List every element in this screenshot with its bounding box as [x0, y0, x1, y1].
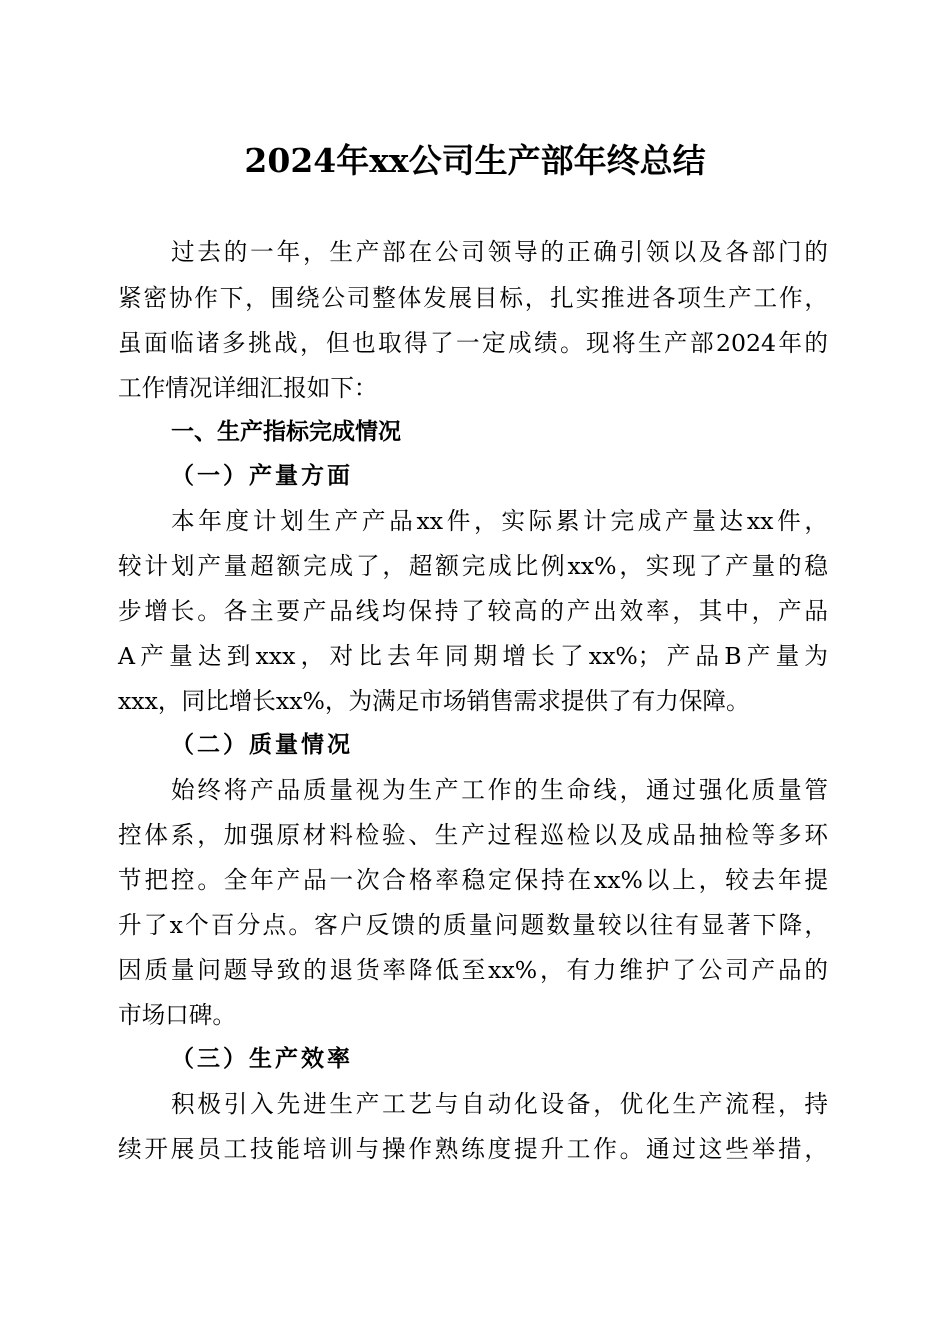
document-title: 2024年xx公司生产部年终总结: [244, 141, 706, 180]
intro-line-1: 过去的一年，生产部在公司领导的正确引领以及各部门的: [171, 238, 828, 266]
intro-line-2: 紧密协作下，围绕公司整体发展目标，扎实推进各项生产工作，: [118, 284, 828, 312]
sub2-line-4: 升了x个百分点。客户反馈的质量问题数量较以往有显著下降，: [118, 911, 828, 939]
sub1-line-3: 步增长。各主要产品线均保持了较高的产出效率，其中，产品: [118, 597, 828, 625]
subsection-2-heading: （二）质量情况: [171, 731, 353, 758]
sub1-line-1: 本年度计划生产产品xx件，实际累计完成产量达xx件，: [171, 507, 828, 535]
sub2-line-5: 因质量问题导致的退货率降低至xx%，有力维护了公司产品的: [118, 956, 828, 984]
intro-line-4: 工作情况详细汇报如下：: [118, 374, 378, 402]
sub3-line-2: 续开展员工技能培训与操作熟练度提升工作。通过这些举措，: [118, 1135, 828, 1163]
sub2-line-2: 控体系，加强原材料检验、生产过程巡检以及成品抽检等多环: [118, 821, 828, 849]
sub1-line-4: A产量达到xxx，对比去年同期增长了xx%；产品B产量为: [118, 642, 828, 670]
intro-line-3: 虽面临诸多挑战，但也取得了一定成绩。现将生产部2024年的: [118, 329, 828, 357]
sub3-line-1: 积极引入先进生产工艺与自动化设备，优化生产流程，持: [171, 1090, 828, 1118]
subsection-3-heading: （三）生产效率: [171, 1045, 353, 1072]
subsection-1-heading: （一）产量方面: [171, 462, 353, 489]
sub2-line-6: 市场口碑。: [118, 1001, 236, 1029]
sub1-line-5: xxx，同比增长xx%，为满足市场销售需求提供了有力保障。: [118, 687, 750, 715]
sub2-line-3: 节把控。全年产品一次合格率稳定保持在xx%以上，较去年提: [118, 866, 828, 894]
sub1-line-2: 较计划产量超额完成了，超额完成比例xx%，实现了产量的稳: [118, 552, 828, 580]
section-1-heading: 一、生产指标完成情况: [171, 419, 401, 445]
sub2-line-1: 始终将产品质量视为生产工作的生命线，通过强化质量管: [171, 776, 828, 804]
